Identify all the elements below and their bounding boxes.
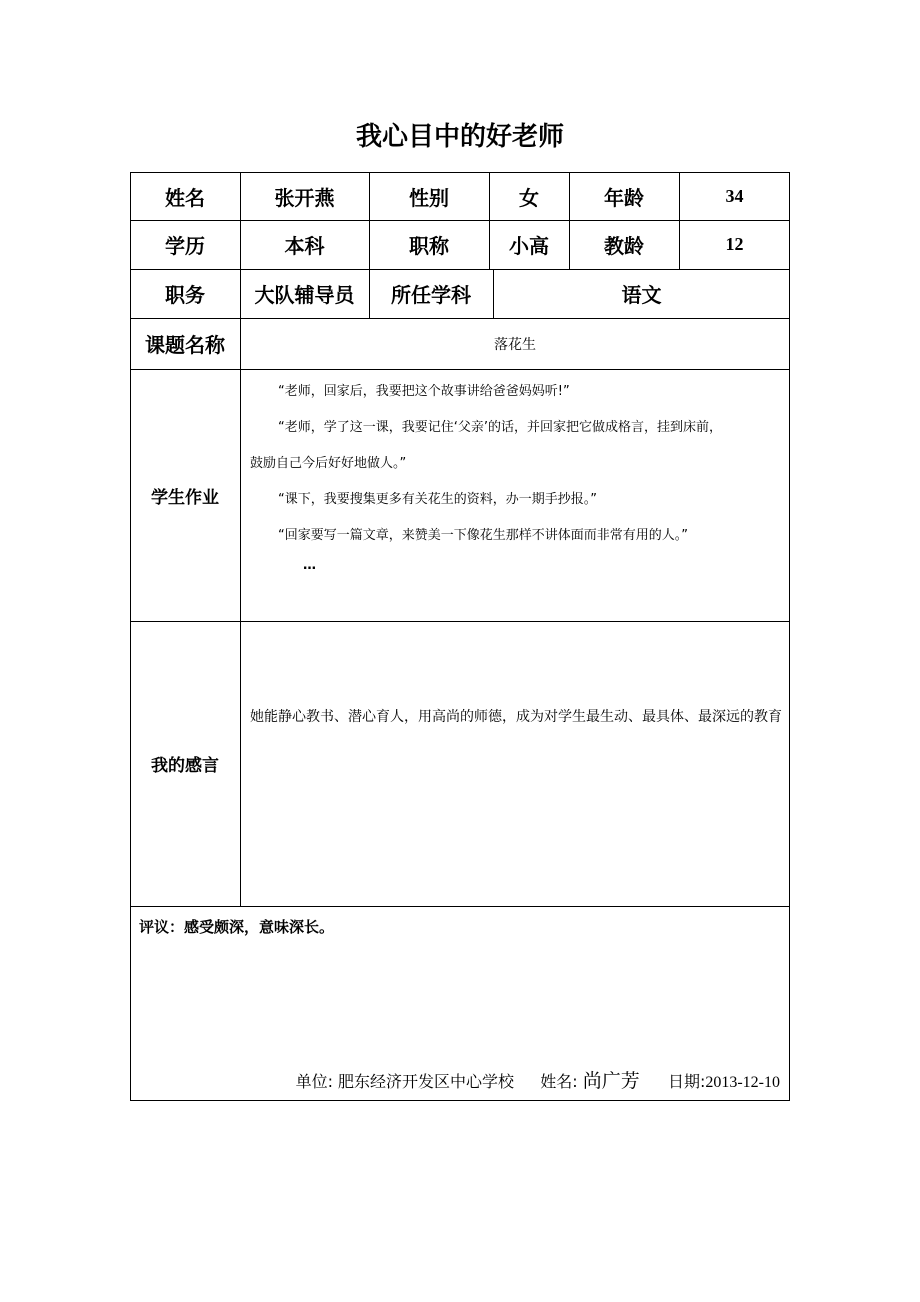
row-divider [130,906,790,907]
footer [296,1066,780,1093]
reflection-label: 我的感言 [151,756,219,776]
footer-name: 尚广芳 [582,1070,640,1092]
footer-date: 2013-12-10 [705,1074,780,1091]
education-label: 学历 [165,234,205,258]
age-label: 年龄 [604,185,644,210]
position-value: 大队辅导员 [254,283,355,307]
homework-line: “老师，回家后，我要把这个故事讲给爸爸妈妈听!” [278,384,570,399]
gender-label: 性别 [409,185,449,210]
position-label: 职务 [165,283,205,307]
footer-name-label: 姓名: [540,1072,578,1091]
topic-value: 落花生 [494,336,536,353]
name-value: 张开燕 [274,185,335,210]
homework-label: 学生作业 [151,487,219,508]
homework-line: “老师，学了这一课，我要记住‘父亲’的话，并回家把它做成格言，挂到床前， [278,420,722,435]
subject-value: 语文 [621,283,662,307]
education-value: 本科 [284,234,325,258]
homework-ellipsis: … [303,558,316,573]
footer-unit: 单位: 肥东经济开发区中心学校 [295,1072,515,1091]
gender-value: 女 [519,185,539,210]
name-label: 姓名 [165,185,205,210]
reflection-text: 她能静心教书、潜心育人，用高尚的师德，成为对学生最生动、最具体、最深远的教育 [250,709,782,725]
age-value: 34 [725,185,744,206]
homework-line: “回家要写一篇文章，来赞美一下像花生那样不讲体面而非常有用的人。” [278,528,688,543]
subject-label: 所任学科 [391,283,471,307]
comment-text: 评议：感受颇深，意味深长。 [139,918,335,936]
teaching-years-value: 12 [725,234,744,254]
page-title: 我心目中的好老师 [355,122,564,152]
rank-value: 小高 [509,234,549,258]
rank-label: 职称 [409,234,449,258]
footer-date-label: 日期: [667,1072,706,1091]
homework-line: 鼓励自己今后好好地做人。” [250,456,407,471]
topic-label: 课题名称 [145,333,225,357]
teaching-years-label: 教龄 [604,234,644,258]
homework-line: “课下，我要搜集更多有关花生的资料，办一期手抄报。” [278,492,597,507]
